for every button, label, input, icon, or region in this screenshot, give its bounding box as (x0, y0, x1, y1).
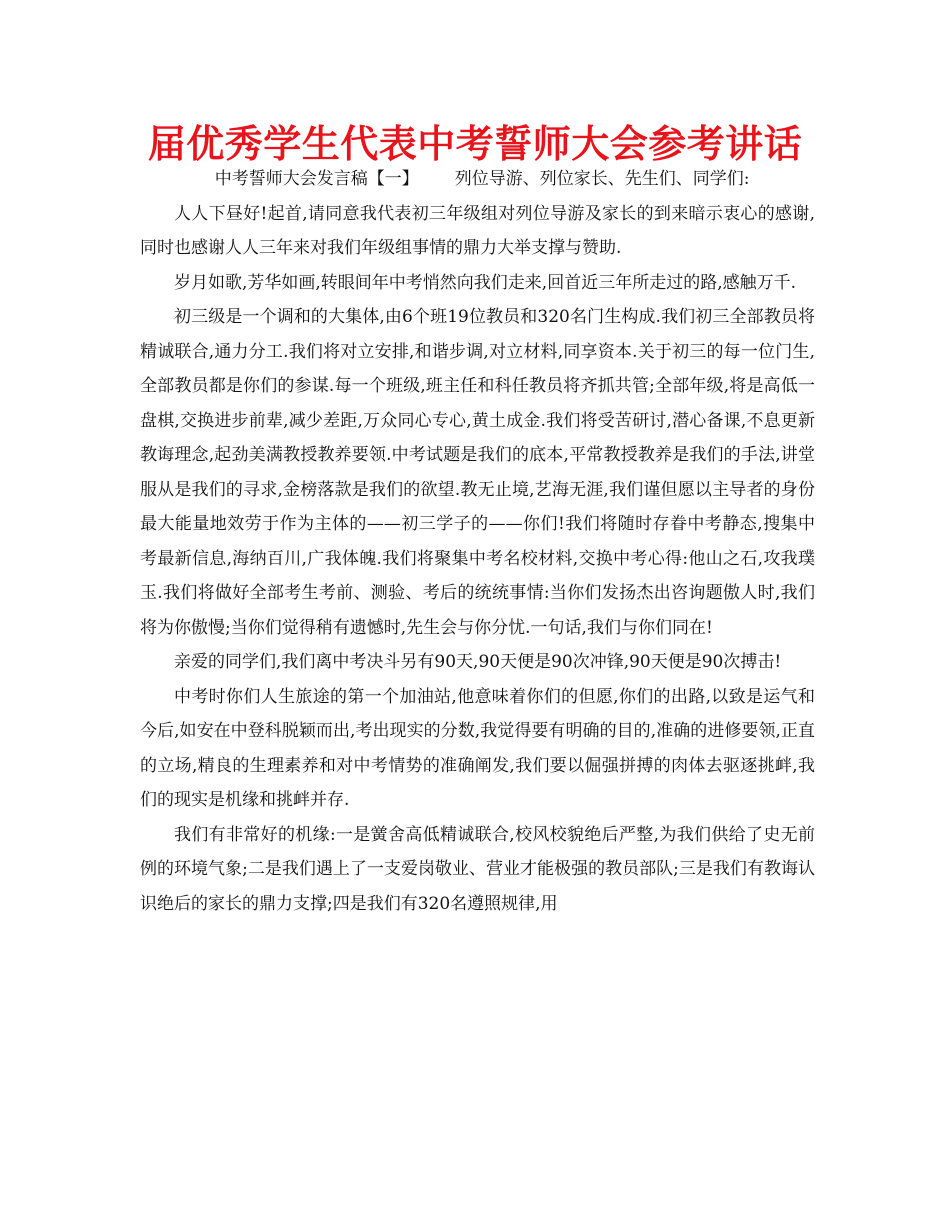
document-title: 届优秀学生代表中考誓师大会参考讲话 (147, 122, 803, 166)
paragraph-exam-meaning: 中考时你们人生旅途的第一个加油站,他意味着你们的但愿,你们的出路,以致是运气和今后,如安在中登科脱颖而出,考出现实的分数,我觉得要有明确的目的,准确的进修要领,正直的立场,精良的生理素养和对中考情势的准确阐发,我们要以倔强拼搏的肉体去驱逐挑衅,我们的现实是机缘和挑衅并存. (140, 686, 815, 810)
paragraph-teachers-pledge: 初三级是一个调和的大集体,由6个班19位教员和320名门生构成.我们初三全部教员将精诚联合,通力分工.我们将对立安排,和谐步调,对立材料,同享资本.关于初三的每一位门生,全部教员都是你们的参谋.每一个班级,班主任和科任教员将齐抓共管;全部年级,将是高低一盘棋,交换进步前辈,减少差距,万众同心专心,黄土成金.我们将受苦研讨,潜心备课,不息更新教诲理念,起劲美满教授教养要领.中考试题是我们的底本,平常教授教养是我们的手法,讲堂服从是我们的寻求,金榜落款是我们的欲望.教无止境,艺海无涯,我们谨但愿以主导者的身份最大能量地效劳于作为主体的——初三学子的——你们!我们将随时存眷中考静态,搜集中考最新信息,海纳百川,广我体魄.我们将聚集中考名校材料,交换中考心得:他山之石,攻我璞玉.我们将做好全部考生考前、测验、考后的统统事情:当你们发扬杰出咨询题傲人时,我们将为你傲慢;当你们觉得稍有遗憾时,先生会与你分忧.一句话,我们与你们同在! (140, 307, 815, 638)
paragraph-opportunities: 我们有非常好的机缘:一是黉舍高低精诚联合,校风校貌绝后严整,为我们供给了史无前例的环境气象;二是我们遇上了一支爱岗敬业、营业才能极强的教员部队;三是我们有教诲认识绝后的家长的鼎力支撑;四是我们有320名遵照规律,用 (140, 824, 815, 914)
paragraph-greeting: 人人下昼好!起首,请同意我代表初三年级组对列位导游及家长的到来暗示衷心的感谢,同时也感谢人人三年来对我们年级组事情的鼎力大举支撑与赞助. (140, 203, 815, 258)
lead-line (140, 162, 815, 197)
speech-heading: 中考誓师大会发言稿【一】 (214, 169, 419, 189)
paragraph-countdown: 亲爱的同学们,我们离中考决斗另有90天,90天便是90次冲锋,90天便是90次搏击! (174, 652, 782, 672)
salutation: 列位导游、列位家长、先生们、同学们: (454, 169, 750, 189)
document-body (140, 162, 815, 921)
paragraph-reflection: 岁月如歌,芳华如画,转眼间年中考悄然向我们走来,回首近三年所走过的路,感触万千. (174, 272, 797, 293)
